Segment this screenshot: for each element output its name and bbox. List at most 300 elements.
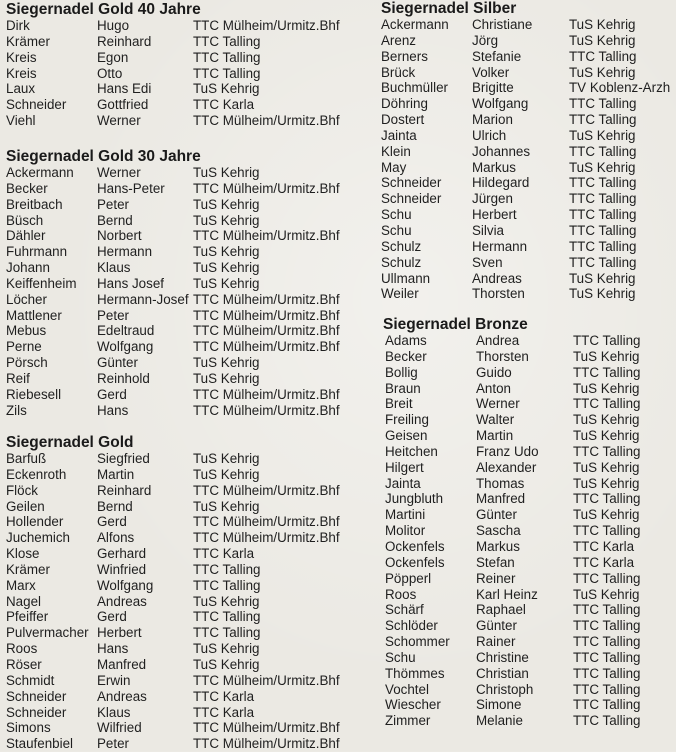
surname: Breit [385,396,413,412]
club: TTC Talling [573,443,641,459]
surname: Ockenfels [385,538,445,554]
honoree-row [385,713,676,729]
surname: Marx [6,577,36,593]
club: TTC Talling [573,665,641,681]
first-name: Melanie [476,713,523,729]
first-name: Hugo [97,18,130,33]
surname: Schneider [381,191,442,207]
surname: Keiffenheim [6,275,77,291]
surname: Krämer [6,33,50,49]
club: TuS Kehrig [569,32,636,48]
club: TuS Kehrig [193,656,260,672]
club: TuS Kehrig [569,286,636,302]
club: TuS Kehrig [569,127,636,143]
honoree-row [6,483,353,499]
honoree-list [381,333,676,729]
first-name: Wilfried [97,720,142,736]
first-name: Gerd [97,609,127,625]
honoree-list [381,17,676,302]
surname: Pöpperl [385,570,432,586]
club: TTC Talling [569,222,637,238]
section-title: Siegernadel Gold 30 Jahre [6,148,201,165]
first-name: Günter [476,507,517,523]
surname: Brück [381,64,416,80]
honoree-row [381,17,676,33]
section-title: Siegernadel Silber [381,0,517,17]
first-name: Edeltraud [97,323,155,339]
club: TTC Mülheim/Urmitz.Bhf [193,386,340,402]
honoree-row [385,539,676,555]
club: TTC Talling [569,175,637,191]
first-name: Gerd [97,386,127,402]
surname: Hollender [6,514,64,530]
club: TTC Talling [573,364,641,380]
surname: Jungbluth [385,491,444,507]
club: TTC Karla [193,688,255,704]
first-name: Martin [476,428,514,444]
first-name: Andreas [472,270,522,286]
honoree-row [381,112,676,128]
club: TuS Kehrig [193,81,260,97]
surname: Breitbach [6,196,63,212]
honoree-row [385,618,676,634]
first-name: Günter [97,355,138,371]
first-name: Peter [97,736,130,752]
club: TTC Talling [193,577,261,593]
first-name: Siegfried [97,451,150,466]
surname: Klein [381,143,411,159]
honoree-row [6,499,353,515]
honoree-row [6,562,353,578]
honoree-row [381,286,676,302]
first-name: Klaus [97,704,131,720]
club: TTC Mülheim/Urmitz.Bhf [193,291,340,307]
surname: Schulz [381,238,422,254]
honoree-row [6,292,353,308]
surname: Roos [385,586,417,602]
surname: Röser [6,656,42,672]
honoree-list [6,18,353,129]
surname: Becker [385,348,427,364]
club: TTC Mülheim/Urmitz.Bhf [193,672,340,688]
surname: Schmidt [6,672,55,688]
honoree-row [385,507,676,523]
surname: Martini [385,507,426,523]
club: TTC Mülheim/Urmitz.Bhf [193,402,340,418]
honoree-row [6,260,353,276]
honoree-row [385,491,676,507]
club: TTC Talling [569,96,637,112]
surname: Vochtel [385,681,429,697]
club: TuS Kehrig [569,64,636,80]
honoree-row [6,609,353,625]
club: TuS Kehrig [573,475,640,491]
club: TTC Talling [569,112,637,128]
first-name: Erwin [97,672,131,688]
surname: Krämer [6,561,50,577]
club: TTC Talling [573,570,641,586]
club: TTC Talling [569,143,637,159]
surname: Molitor [385,523,426,539]
honoree-row [385,476,676,492]
honoree-row [385,602,676,618]
surname: Schu [381,222,412,238]
surname: Hilgert [385,459,424,475]
honoree-row [385,365,676,381]
surname: Geilen [6,498,45,514]
first-name: Rainer [476,634,516,650]
surname: Dähler [6,228,46,244]
first-name: Sven [472,254,503,270]
surname: Schneider [381,175,442,191]
club: TTC Talling [569,238,637,254]
club: TTC Talling [573,713,641,729]
honoree-row [381,223,676,239]
first-name: Hermann [472,238,528,254]
club: TTC Talling [569,254,637,270]
club: TTC Talling [573,396,641,412]
honoree-row [6,323,353,339]
first-name: Andreas [97,593,147,609]
honoree-row [385,523,676,539]
surname: Staufenbiel [6,736,74,752]
club: TuS Kehrig [573,380,640,396]
club: TTC Talling [573,697,641,713]
first-name: Hans [97,402,129,418]
surname: Pulvermacher [6,625,89,641]
honoree-row [385,412,676,428]
first-name: Reinhold [97,370,150,386]
club: TuS Kehrig [193,370,260,386]
first-name: Simone [476,697,522,713]
club: TTC Talling [193,561,261,577]
surname: Barfuß [6,451,47,466]
first-name: Bernd [97,498,133,514]
surname: Braun [385,380,421,396]
surname: Wiescher [385,697,441,713]
first-name: Peter [97,196,130,212]
first-name: Markus [472,159,516,175]
first-name: Werner [97,113,141,129]
club: TTC Talling [569,207,637,223]
surname: Schärf [385,602,424,618]
first-name: Manfred [97,656,147,672]
surname: Büsch [6,212,44,228]
honoree-row [381,96,676,112]
section-title: Siegernadel Gold 40 Jahre [6,1,201,18]
club: TTC Talling [193,625,261,641]
first-name: Werner [476,396,520,412]
section-gold [6,434,353,752]
surname: Löcher [6,291,47,307]
club: TTC Mülheim/Urmitz.Bhf [193,482,340,498]
surname: Simons [6,720,51,736]
honoree-row [6,578,353,594]
honoree-row [6,594,353,610]
honoree-row [6,657,353,673]
first-name: Hans Edi [97,81,152,97]
section-gold-30 [6,148,353,419]
honoree-row [381,271,676,287]
first-name: Volker [472,64,510,80]
first-name: Norbert [97,228,142,244]
first-name: Thorsten [472,286,525,302]
first-name: Anton [476,380,511,396]
section-bronze [381,316,676,729]
club: TuS Kehrig [193,593,260,609]
club: TTC Mülheim/Urmitz.Bhf [193,113,340,129]
surname: Reif [6,370,30,386]
surname: Zils [6,402,27,418]
first-name: Markus [476,538,520,554]
honoree-row [385,666,676,682]
honoree-row [6,689,353,705]
club: TuS Kehrig [569,159,636,175]
first-name: Christine [476,649,529,665]
club: TuS Kehrig [573,459,640,475]
honoree-row [385,333,676,349]
surname: Mattlener [6,307,62,323]
first-name: Stefanie [472,48,522,64]
first-name: Peter [97,307,130,323]
surname: Viehl [6,113,36,129]
surname: Flöck [6,482,38,498]
club: TTC Mülheim/Urmitz.Bhf [193,720,340,736]
first-name: Gottfried [97,97,149,113]
first-name: Wolfgang [472,96,529,112]
first-name: Egon [97,49,129,65]
surname: Buchmüller [381,80,448,96]
honoree-row [6,467,353,483]
section-title: Siegernadel Bronze [383,316,528,333]
first-name: Günter [476,618,517,634]
honoree-row [6,530,353,546]
first-name: Thomas [476,475,525,491]
honoree-row [381,255,676,271]
honoree-row [6,720,353,736]
first-name: Walter [476,412,515,428]
honoree-row [381,49,676,65]
club: TTC Mülheim/Urmitz.Bhf [193,18,340,33]
honoree-row [381,33,676,49]
honoree-row [6,18,353,34]
honoree-row [6,213,353,229]
club: TuS Kehrig [569,270,636,286]
club: TTC Mülheim/Urmitz.Bhf [193,180,340,196]
surname: Jainta [381,127,417,143]
honoree-row [6,641,353,657]
club: TuS Kehrig [193,466,260,482]
honoree-row [381,128,676,144]
honoree-row [6,244,353,260]
honoree-row [6,705,353,721]
honoree-row [6,625,353,641]
club: TTC Karla [193,546,255,562]
club: TuS Kehrig [193,260,260,276]
club: TTC Karla [573,538,635,554]
surname: Adams [385,333,427,348]
surname: Schu [381,207,412,223]
first-name: Jürgen [472,191,513,207]
first-name: Hermann [97,244,153,260]
club: TTC Talling [193,65,261,81]
first-name: Johannes [472,143,531,159]
section-gold-40 [6,1,353,129]
surname: Fuhrmann [6,244,68,260]
club: TTC Mülheim/Urmitz.Bhf [193,228,340,244]
first-name: Hans-Peter [97,180,165,196]
honoree-row [6,50,353,66]
club: TTC Talling [573,491,641,507]
surname: Jainta [385,475,421,491]
surname: Becker [6,180,48,196]
first-name: Wolfgang [97,577,154,593]
surname: Ockenfels [385,554,445,570]
surname: Weiler [381,286,419,302]
club: TTC Mülheim/Urmitz.Bhf [193,307,340,323]
honoree-row [6,339,353,355]
honoree-row [6,34,353,50]
honoree-row [6,451,353,467]
first-name: Hans Josef [97,275,164,291]
first-name: Stefan [476,554,515,570]
first-name: Klaus [97,260,131,276]
surname: Schulz [381,254,422,270]
honoree-list [6,451,353,752]
club: TTC Talling [573,333,641,348]
honoree-row [381,239,676,255]
honoree-row [6,403,353,419]
club: TTC Karla [573,554,635,570]
honoree-row [385,381,676,397]
honoree-row [6,181,353,197]
surname: Ackermann [381,17,449,32]
first-name: Alfons [97,530,135,546]
club: TTC Mülheim/Urmitz.Bhf [193,323,340,339]
first-name: Gerd [97,514,127,530]
club: TTC Mülheim/Urmitz.Bhf [193,736,340,752]
surname: Eckenroth [6,466,67,482]
surname: Dostert [381,112,425,128]
honoree-row [385,682,676,698]
first-name: Otto [97,65,123,81]
surname: Laux [6,81,36,97]
club: TTC Talling [193,49,261,65]
surname: Pfeiffer [6,609,49,625]
club: TuS Kehrig [193,641,260,657]
honoree-row [385,571,676,587]
club: TTC Talling [573,681,641,697]
surname: Döhring [381,96,428,112]
honoree-row [385,396,676,412]
surname: Klose [6,546,40,562]
honoree-row [385,587,676,603]
first-name: Winfried [97,561,147,577]
club: TuS Kehrig [193,212,260,228]
honoree-row [6,355,353,371]
surname: Berners [381,48,428,64]
club: TuS Kehrig [569,17,636,32]
surname: Bollig [385,364,418,380]
first-name: Reiner [476,570,516,586]
honoree-row [6,673,353,689]
honoree-row [6,228,353,244]
section-silber [381,0,676,302]
club: TV Koblenz-Arzh [569,80,671,96]
club: TTC Talling [573,618,641,634]
surname: Kreis [6,49,37,65]
honoree-row [381,207,676,223]
first-name: Alexander [476,459,537,475]
club: TTC Talling [569,48,637,64]
first-name: Thorsten [476,348,529,364]
surname: Freiling [385,412,429,428]
honoree-row [385,444,676,460]
honoree-row [6,81,353,97]
club: TTC Talling [573,634,641,650]
surname: Schneider [6,688,67,704]
honoree-row [385,650,676,666]
surname: Thömmes [385,665,445,681]
club: TuS Kehrig [573,348,640,364]
club: TuS Kehrig [573,586,640,602]
first-name: Guido [476,364,512,380]
surname: Zimmer [385,713,431,729]
honoree-row [6,387,353,403]
club: TTC Mülheim/Urmitz.Bhf [193,530,340,546]
surname: Ackermann [6,165,74,180]
surname: Juchemich [6,530,71,546]
club: TTC Talling [193,33,261,49]
surname: May [381,159,407,175]
honoree-row [381,191,676,207]
honoree-row [6,514,353,530]
first-name: Raphael [476,602,526,618]
club: TTC Talling [573,649,641,665]
honoree-row [6,66,353,82]
club: TuS Kehrig [193,165,260,180]
surname: Mebus [6,323,47,339]
club: TuS Kehrig [573,507,640,523]
honoree-row [385,349,676,365]
first-name: Hans [97,641,129,657]
honoree-row [6,736,353,752]
honoree-row [385,460,676,476]
club: TTC Talling [193,609,261,625]
first-name: Andrea [476,333,520,348]
surname: Nagel [6,593,41,609]
first-name: Christian [476,665,529,681]
honoree-row [385,634,676,650]
honoree-row [6,546,353,562]
honoree-row [6,371,353,387]
club: TTC Karla [193,97,255,113]
first-name: Silvia [472,222,504,238]
first-name: Jörg [472,32,499,48]
first-name: Karl Heinz [476,586,538,602]
club: TuS Kehrig [573,428,640,444]
section-title: Siegernadel Gold [6,434,134,451]
club: TTC Mülheim/Urmitz.Bhf [193,514,340,530]
surname: Schneider [6,704,67,720]
first-name: Herbert [472,207,517,223]
honoree-row [385,697,676,713]
honoree-row [6,165,353,181]
club: TuS Kehrig [193,244,260,260]
club: TuS Kehrig [193,355,260,371]
honoree-row [381,65,676,81]
honoree-row [385,428,676,444]
